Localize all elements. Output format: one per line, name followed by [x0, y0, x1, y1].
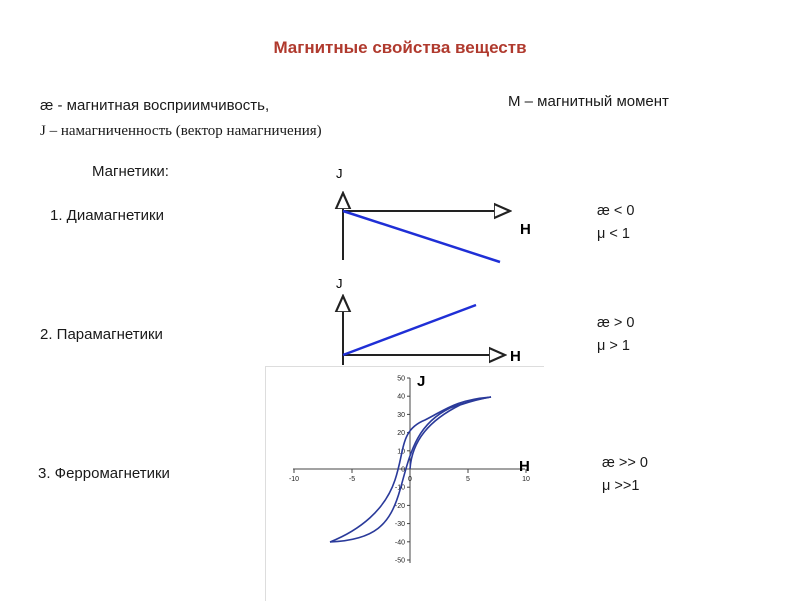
para-j-label: J: [336, 276, 343, 291]
paramagnetics-susceptibility: æ > 0: [597, 315, 635, 331]
hysteresis-axes: [293, 375, 525, 563]
paramagnetics-permeability: μ > 1: [597, 338, 630, 354]
diamagnetics-susceptibility: æ < 0: [597, 203, 635, 219]
susceptibility-definition: æ - магнитная восприимчивость,: [40, 97, 270, 114]
x-tick-label: 0: [408, 476, 412, 483]
dia-h-label: H: [520, 221, 531, 238]
paramagnetics-label: 2. Парамагнетики: [40, 326, 163, 343]
x-tick-label: -5: [348, 476, 356, 483]
y-tick-label: -30: [394, 521, 405, 529]
y-tick-label: -40: [394, 539, 405, 547]
y-tick-label: -20: [394, 502, 405, 510]
hysteresis-ticks: [289, 376, 530, 565]
y-tick-label: -50: [394, 557, 405, 565]
diamagnetics-label: 1. Диамагнетики: [50, 207, 165, 224]
diamagnetics-permeability: μ < 1: [597, 226, 630, 242]
x-tick-label: -10: [288, 476, 300, 483]
hysteresis-j-label: J: [417, 373, 426, 390]
y-tick-label: 20: [397, 430, 405, 438]
ferromagnetics-label: 3. Ферромагнетики: [38, 465, 170, 482]
ferromagnetics-permeability: μ >>1: [602, 478, 640, 494]
y-tick-label: 10: [397, 448, 405, 456]
magnetics-heading: Магнетики:: [92, 163, 169, 180]
x-tick-label: 10: [522, 476, 530, 483]
y-tick-label: 0: [401, 466, 405, 474]
magnetization-definition: J – намагниченность (вектор намагничения): [40, 123, 322, 139]
dia-j-label: J: [336, 166, 343, 181]
magnetic-moment-definition: М – магнитный момент: [508, 93, 669, 110]
ferromagnetics-susceptibility: æ >> 0: [602, 455, 648, 471]
y-tick-label: 30: [397, 411, 405, 419]
page-title: Магнитные свойства веществ: [273, 38, 527, 57]
x-tick-label: 5: [466, 476, 470, 483]
para-h-label: H: [510, 348, 521, 365]
y-tick-label: 50: [397, 375, 405, 383]
y-tick-label: 40: [397, 393, 405, 401]
hysteresis-h-label: H: [519, 458, 530, 475]
y-tick-label: -10: [394, 484, 405, 492]
